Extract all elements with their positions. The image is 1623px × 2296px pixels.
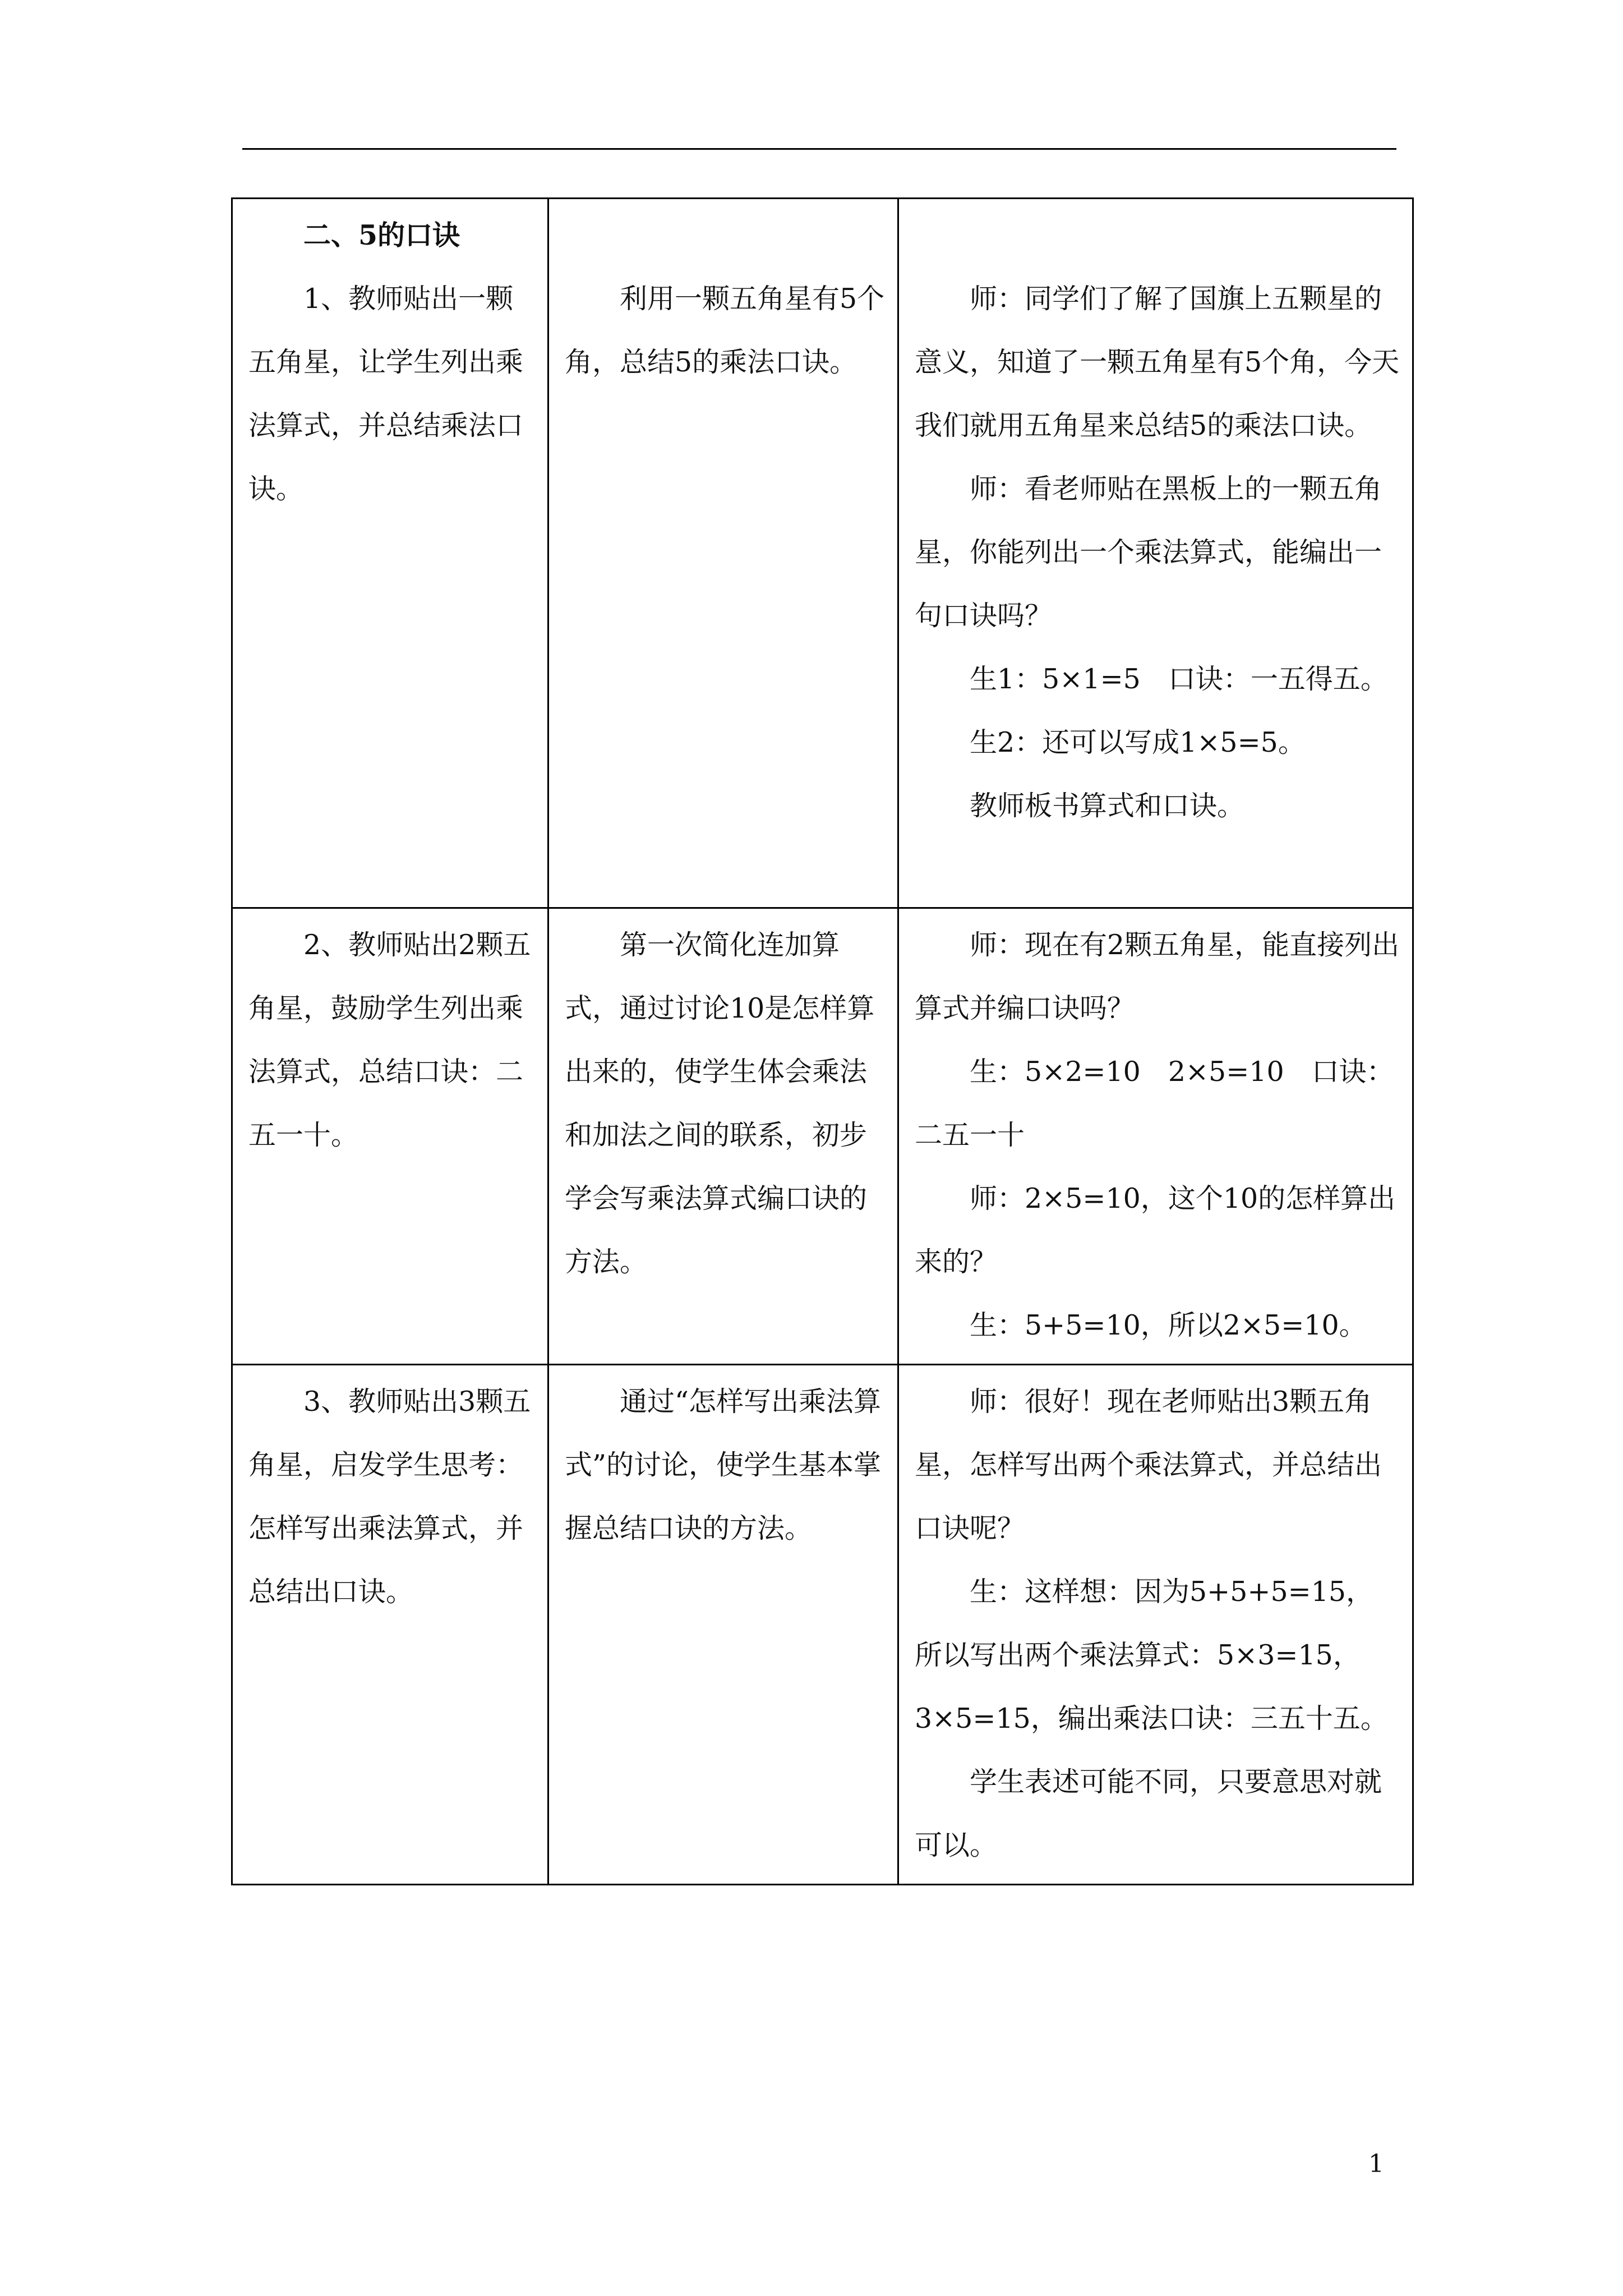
header-rule [242,148,1396,150]
activity-text: 1、教师贴出一颗五角星，让学生列出乘法算式，并总结乘法口诀。 [248,283,524,505]
table-row [232,908,1413,1365]
purpose-cell [548,908,898,1365]
dialogue-line: 师：很好！现在老师贴出3颗五角星，怎样写出两个乘法算式，并总结出口诀呢？ [915,1386,1382,1544]
dialogue-line: 师：看老师贴在黑板上的一颗五角星，你能列出一个乘法算式，能编出一句口诀吗？ [915,473,1382,632]
purpose-cell [548,1365,898,1885]
dialogue-cell [898,199,1413,908]
purpose-cell [548,199,898,908]
dialogue-line: 学生表述可能不同，只要意思对就可以。 [915,1766,1382,1861]
activity-cell [232,908,548,1365]
dialogue-line: 教师板书算式和口诀。 [970,790,1245,822]
purpose-text: 利用一颗五角星有5个角，总结5的乘法口诀。 [565,283,885,378]
table-row [232,1365,1413,1885]
activity-cell [232,1365,548,1885]
purpose-text: 第一次简化连加算式，通过讨论10是怎样算出来的，使学生体会乘法和加法之间的联系，初步学会写乘法算式编口诀的方法。 [565,929,875,1278]
activity-text: 3、教师贴出3颗五角星，启发学生思考：怎样写出乘法算式，并总结出口诀。 [248,1386,531,1608]
dialogue-line: 师：同学们了解了国旗上五颗星的意义，知道了一颗五角星有5个角，今天我们就用五角星来总结5的乘法口诀。 [915,283,1400,441]
activity-text: 2、教师贴出2颗五角星，鼓励学生列出乘法算式，总结口诀：二五一十。 [248,929,531,1151]
dialogue-cell [898,1365,1413,1885]
dialogue-line: 师：现在有2颗五角星，能直接列出算式并编口诀吗？ [915,929,1400,1024]
dialogue-line: 师：2×5=10，这个10的怎样算出来的？ [915,1182,1396,1278]
dialogue-line: 生：5×2=10 2×5=10 口诀：二五一十 [915,1056,1394,1151]
dialogue-line: 生2：还可以写成1×5=5。 [970,726,1306,758]
dialogue-cell [898,908,1413,1365]
table-row [232,199,1413,908]
activity-cell [232,199,548,908]
section-title: 二、5的口诀 [303,219,460,251]
dialogue-line: 生1：5×1=5 口诀：一五得五。 [970,663,1388,695]
lesson-plan-table [231,197,1414,1885]
dialogue-line: 生：5+5=10，所以2×5=10。 [970,1309,1367,1341]
page-number: 1 [1368,2150,1384,2178]
purpose-text: 通过“怎样写出乘法算式”的讨论，使学生基本掌握总结口诀的方法。 [565,1386,882,1544]
dialogue-line: 生：这样想：因为5+5+5=15，所以写出两个乘法算式：5×3=15，3×5=15，编出乘法口诀：三五十五。 [915,1576,1388,1734]
